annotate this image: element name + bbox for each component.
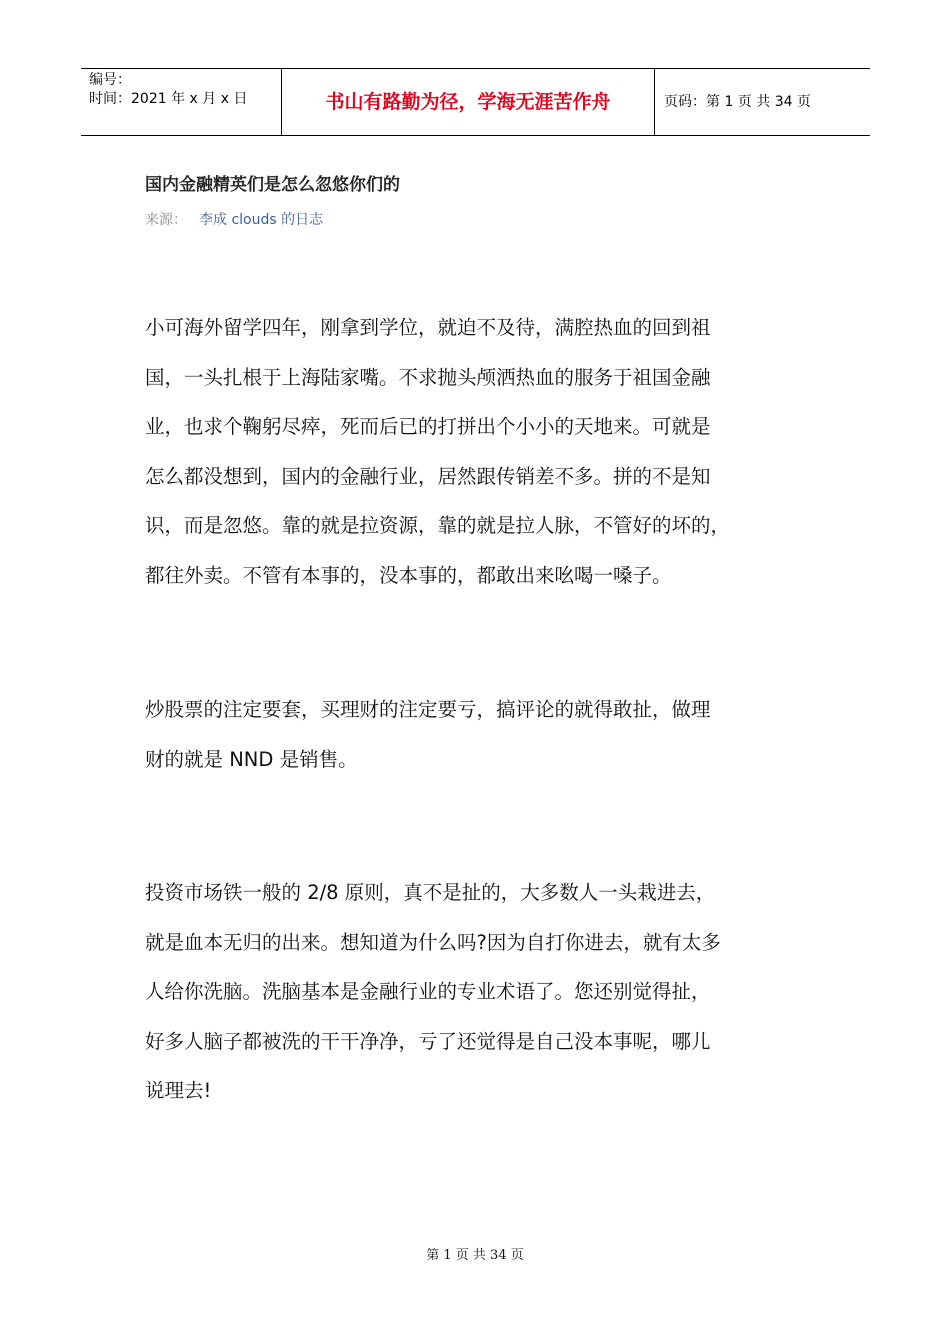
paragraph-line: 人给你洗脑。洗脑基本是金融行业的专业术语了。您还别觉得扯， (145, 980, 711, 1004)
paragraph-line: 投资市场铁一般的 2/8 原则，真不是扯的，大多数人一头栽进去， (145, 881, 716, 904)
page-footer: 第 1 页 共 34 页 (426, 1248, 524, 1263)
header-meta-cell (81, 69, 282, 135)
paragraph-3 (145, 868, 721, 1116)
source-author-link[interactable]: 李成 clouds 的日志 (199, 212, 324, 228)
paragraph-line: 小可海外留学四年，刚拿到学位，就迫不及待，满腔热血的回到祖 (145, 316, 711, 339)
header-page-info: 页码：第 1 页 共 34 页 (664, 94, 811, 110)
article-source (145, 209, 323, 231)
paragraph-line: 说理去! (145, 1079, 212, 1103)
document-header (81, 68, 870, 136)
paragraph-line: 就是血本无归的出来。想知道为什么吗?因为自打你进去，就有太多 (145, 930, 721, 954)
paragraph-line: 好多人脑子都被洗的干干净净，亏了还觉得是自己没本事呢，哪儿 (145, 1029, 711, 1053)
time-label: 时间：2021 年 x 月 x 日 (89, 91, 248, 107)
paragraph-2 (145, 685, 711, 784)
paragraph-line: 炒股票的注定要套，买理财的注定要亏，搞评论的就得敢扯，做理 (145, 698, 711, 721)
paragraph-line: 都往外卖。不管有本事的，没本事的，都敢出来吆喝一嗓子。 (145, 563, 672, 587)
number-label: 编号： (89, 72, 131, 88)
paragraph-1 (145, 303, 730, 601)
paragraph-line: 国，一头扎根于上海陆家嘴。不求抛头颅洒热血的服务于祖国金融 (145, 365, 711, 389)
source-label: 来源： (145, 212, 187, 228)
article-title: 国内金融精英们是怎么忽悠你们的 (145, 175, 400, 195)
paragraph-line: 识，而是忽悠。靠的就是拉资源，靠的就是拉人脉，不管好的坏的， (145, 514, 731, 538)
paragraph-line: 怎么都没想到，国内的金融行业，居然跟传销差不多。拼的不是知 (145, 464, 711, 488)
paragraph-line: 财的就是 NND 是销售。 (145, 747, 358, 771)
header-motto: 书山有路勤为径，学海无涯苦作舟 (282, 69, 655, 135)
paragraph-line: 业，也求个鞠躬尽瘁，死而后已的打拼出个小小的天地来。可就是 (145, 415, 711, 439)
